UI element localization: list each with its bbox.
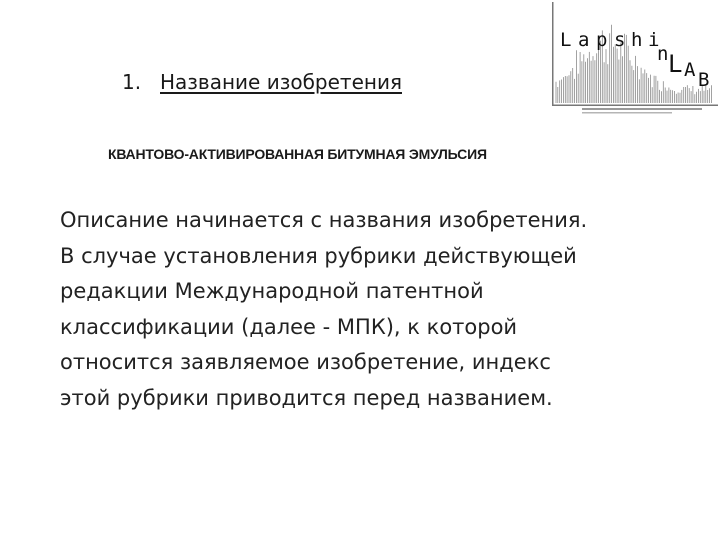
lapshin-lab-logo [552,2,718,118]
heading-title: Название изобретения [160,70,402,94]
description-paragraph [60,203,680,416]
logo-letter: s [614,29,626,51]
heading-number: 1. [122,70,142,94]
paragraph-line: Описание начинается с названия изобретения. [60,208,588,232]
logo-letter: B [698,69,710,91]
section-heading [122,68,402,96]
logo-letter: A [684,59,696,81]
logo-letter: n [657,43,669,65]
logo-letter: L [668,50,683,78]
logo-letter: h [631,29,643,51]
logo-letter: a [578,29,590,51]
paragraph-line: классификации (далее - МПК), к которой [60,314,518,339]
logo-letter: i [648,29,660,51]
logo-letter: p [596,29,608,51]
logo-graphic [552,2,718,118]
paragraph-line: относится заявляемое изобретение, индекс [60,350,551,374]
paragraph-line: этой рубрики приводится перед названием. [60,385,553,410]
paragraph-line: В случае установления рубрики действующей [60,243,577,268]
invention-title: КВАНТОВО-АКТИВИРОВАННАЯ БИТУМНАЯ ЭМУЛЬСИЯ [108,146,487,162]
paragraph-line: редакции Международной патентной [60,279,484,303]
logo-letter: L [560,29,572,51]
